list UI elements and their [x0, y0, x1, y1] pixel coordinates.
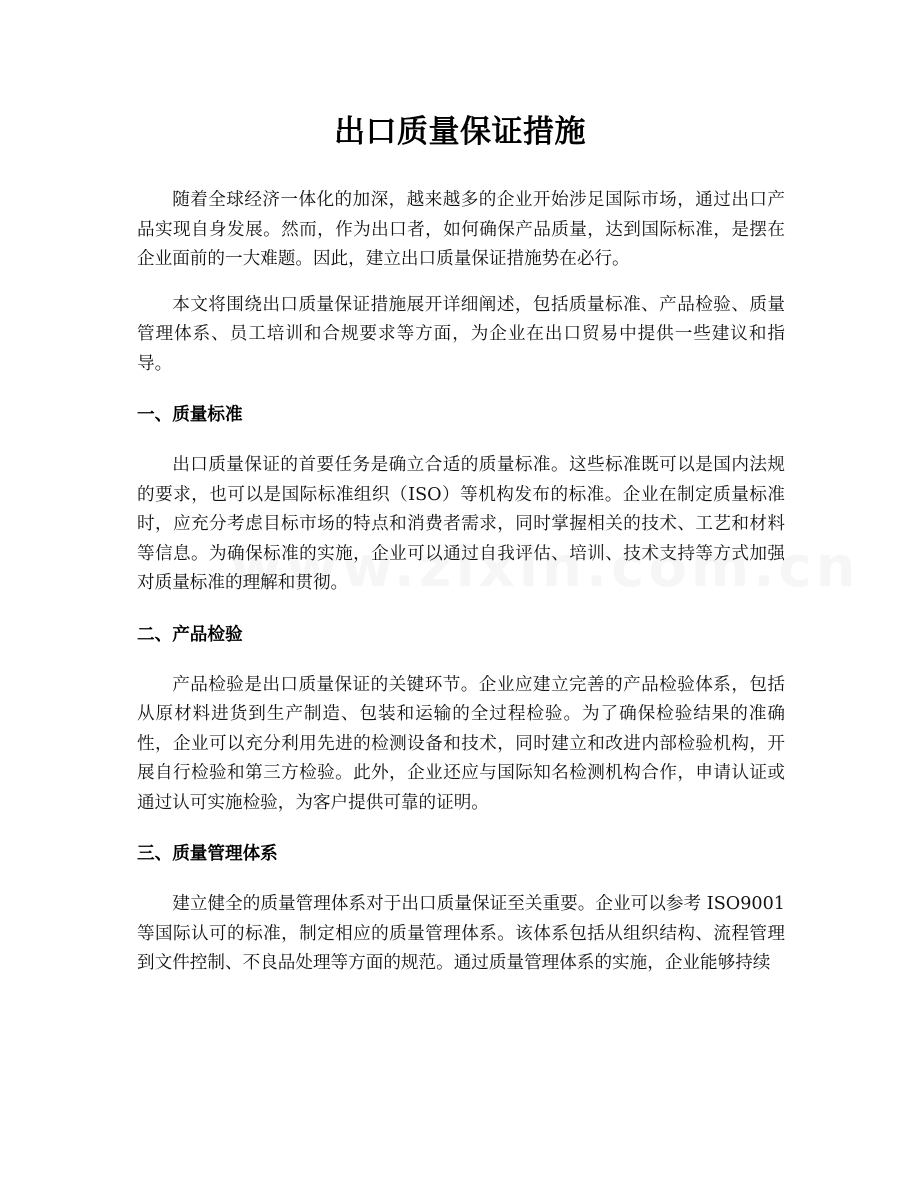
intro-paragraph-1: 随着全球经济一体化的加深，越来越多的企业开始涉足国际市场，通过出口产品实现自身发展。然而，作为出口者，如何确保产品质量，达到国际标准，是摆在企业面前的一大难题。因此，建立出口质量保证措施势在必行。	[137, 190, 785, 269]
section-heading-product-inspection: 二、产品检验	[137, 624, 243, 645]
section-heading-quality-management: 三、质量管理体系	[137, 844, 278, 864]
document-body	[137, 186, 785, 995]
section-body-quality-standards: 出口质量保证的首要任务是确立合适的质量标准。这些标准既可以是国内法规的要求，也可以是国际标准组织（ISO）等机构发布的标准。企业在制定质量标准时，应充分考虑目标市场的特点和消费者需求，同时掌握相关的技术、工艺和材料等信息。为确保标准的实施，企业可以通过自我评估、培训、技术支持等方式加强对质量标准的理解和贯彻。	[137, 455, 785, 593]
document-title: 出口质量保证措施	[334, 114, 586, 150]
section-body-product-inspection: 产品检验是出口质量保证的关键环节。企业应建立完善的产品检验体系，包括从原材料进货到生产制造、包装和运输的全过程检验。为了确保检验结果的准确性，企业可以充分利用先进的检测设备和技术，同时建立和改进内部检验机构，开展自行检验和第三方检验。此外，企业还应与国际知名检测机构合作，申请认证或通过认可实施检验，为客户提供可靠的证明。	[137, 674, 785, 813]
section-heading-quality-standards: 一、质量标准	[137, 405, 243, 425]
section-body-quality-management: 建立健全的质量管理体系对于出口质量保证至关重要。企业可以参考 ISO9001 等国际认可的标准，制定相应的质量管理体系。该体系包括从组织结构、流程管理到文件控制、不良品处理等方面的规范。通过质量管理体系的实施，企业能够持续	[137, 894, 785, 973]
intro-paragraph-2: 本文将围绕出口质量保证措施展开详细阐述，包括质量标准、产品检验、质量管理体系、员工培训和合规要求等方面，为企业在出口贸易中提供一些建议和指导。	[137, 294, 785, 374]
